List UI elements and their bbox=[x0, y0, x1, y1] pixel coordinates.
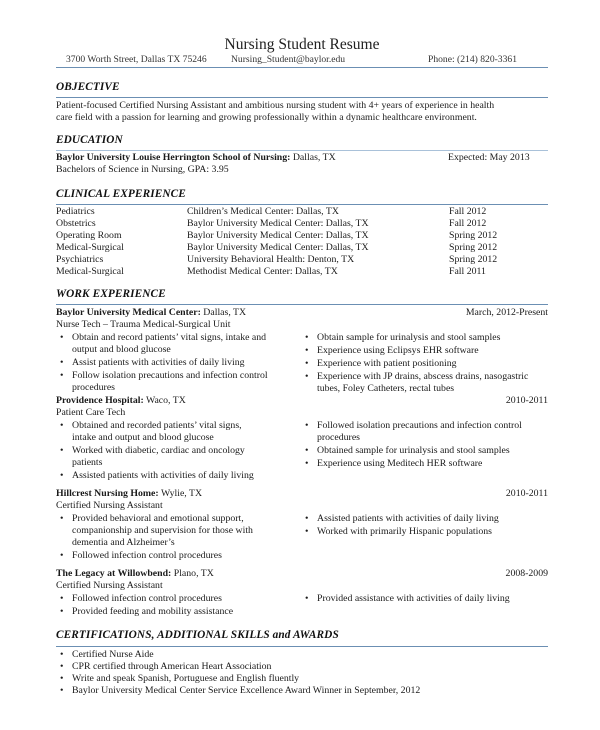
job-header-row bbox=[56, 568, 548, 580]
job-dates: 2010-2011 bbox=[505, 488, 548, 499]
clinical-term: Spring 2012 bbox=[449, 241, 498, 253]
job-dates: 2010-2011 bbox=[505, 395, 548, 406]
job-bullet-text: Obtained and recorded patients’ vital signs, bbox=[72, 420, 242, 431]
bullet-icon: • bbox=[60, 550, 64, 561]
clinical-row bbox=[56, 218, 548, 230]
job-bullet-item bbox=[301, 420, 551, 444]
clinical-area: Psychiatrics bbox=[56, 253, 104, 265]
job-role bbox=[56, 500, 548, 512]
clinical-area: Obstetrics bbox=[56, 217, 96, 229]
job-role bbox=[56, 407, 548, 419]
job-header-row bbox=[56, 395, 548, 407]
clinical-area: Operating Room bbox=[56, 229, 122, 241]
job-bullet-item bbox=[56, 513, 309, 549]
job-bullet-text: Assisted patients with activities of daily living bbox=[317, 513, 499, 524]
bullet-icon: • bbox=[60, 661, 64, 672]
job-role-text: Certified Nursing Assistant bbox=[56, 500, 163, 511]
clinical-area: Pediatrics bbox=[56, 206, 95, 217]
bullet-icon: • bbox=[60, 513, 64, 524]
phone: Phone: (214) 820-3361 bbox=[428, 54, 517, 65]
resume-title: Nursing Student Resume bbox=[224, 36, 380, 53]
job-bullet-text: Provided assistance with activities of daily living bbox=[317, 593, 510, 604]
job-employer: The Legacy at Willowbend: bbox=[56, 568, 172, 579]
job-bullet-text: Experience using Eclipsys EHR software bbox=[317, 345, 479, 356]
job-bullet-item bbox=[301, 345, 551, 357]
certifications-divider bbox=[56, 646, 548, 647]
school-name: Baylor University Louise Herrington School of Nursing: bbox=[56, 152, 291, 163]
certification-item bbox=[56, 673, 548, 685]
job-role bbox=[56, 580, 548, 592]
bullet-icon: • bbox=[60, 649, 64, 660]
clinical-site: University Behavioral Health: Denton, TX bbox=[187, 253, 355, 265]
education-heading: EDUCATION bbox=[56, 134, 123, 146]
bullet-icon: • bbox=[60, 357, 64, 368]
bullet-icon: • bbox=[305, 526, 309, 537]
job-bullet-item bbox=[301, 593, 551, 605]
job-role-text: Patient Care Tech bbox=[56, 407, 126, 418]
education-date: Expected: May 2013 bbox=[448, 152, 530, 163]
job-bullet-text: patients bbox=[72, 457, 103, 468]
job-entry bbox=[56, 307, 246, 319]
bullet-icon: • bbox=[60, 445, 64, 456]
education-divider bbox=[56, 150, 548, 151]
clinical-row bbox=[56, 230, 548, 242]
job-bullet-item bbox=[56, 445, 309, 469]
job-bullet-item bbox=[56, 470, 306, 482]
job-bullet-text: Experience with patient positioning bbox=[317, 358, 457, 369]
work-heading: WORK EXPERIENCE bbox=[56, 288, 166, 300]
certification-text: Certified Nurse Aide bbox=[72, 649, 154, 660]
job-bullet-text: Followed infection control procedures bbox=[72, 550, 222, 561]
clinical-row bbox=[56, 206, 548, 218]
bullet-icon: • bbox=[305, 593, 309, 604]
job-bullet-text: procedures bbox=[72, 382, 115, 393]
certification-text: Baylor University Medical Center Service Excellence Award Winner in September, 2012 bbox=[72, 685, 421, 696]
job-role-text: Nurse Tech – Trauma Medical-Surgical Unit bbox=[56, 319, 231, 330]
education-degree-row bbox=[56, 164, 548, 176]
clinical-row bbox=[56, 254, 548, 266]
job-bullet-text: procedures bbox=[317, 432, 360, 443]
bullet-icon: • bbox=[60, 673, 64, 684]
job-bullet-text: Assisted patients with activities of daily living bbox=[72, 470, 254, 481]
clinical-site: Methodist Medical Center: Dallas, TX bbox=[187, 265, 338, 277]
job-role bbox=[56, 319, 548, 331]
clinical-heading: CLINICAL EXPERIENCE bbox=[56, 188, 186, 200]
job-bullet-text: dementia and Alzheimer’s bbox=[72, 537, 175, 548]
job-employer: Hillcrest Nursing Home: bbox=[56, 488, 159, 499]
job-bullet-text: Experience using Meditech HER software bbox=[317, 458, 483, 469]
job-bullet-text: output and blood glucose bbox=[72, 344, 171, 355]
certification-item bbox=[56, 661, 548, 673]
job-header-row bbox=[56, 488, 548, 500]
bullet-icon: • bbox=[305, 420, 309, 431]
job-bullet-item bbox=[301, 445, 551, 457]
job-bullet-item bbox=[301, 358, 551, 370]
job-location: Plano, TX bbox=[171, 568, 214, 579]
bullet-icon: • bbox=[305, 345, 309, 356]
job-entry bbox=[56, 568, 214, 580]
job-employer: Providence Hospital: bbox=[56, 395, 144, 406]
job-bullet-text: Provided feeding and mobility assistance bbox=[72, 606, 234, 617]
clinical-term: Fall 2012 bbox=[449, 206, 487, 217]
clinical-site: Baylor University Medical Center: Dallas, TX bbox=[187, 241, 369, 253]
job-bullet-item bbox=[301, 371, 551, 395]
job-employer: Baylor University Medical Center: bbox=[56, 307, 201, 318]
clinical-site: Children’s Medical Center: Dallas, TX bbox=[187, 206, 339, 217]
certifications-heading: CERTIFICATIONS, ADDITIONAL SKILLS and AWARDS bbox=[56, 629, 339, 641]
job-bullet-item bbox=[301, 526, 551, 538]
bullet-icon: • bbox=[60, 420, 64, 431]
clinical-site: Baylor University Medical Center: Dallas, TX bbox=[187, 217, 369, 229]
job-dates: March, 2012-Present bbox=[465, 307, 548, 318]
clinical-area: Medical-Surgical bbox=[56, 241, 124, 253]
job-bullet-text: tubes, Foley Catheters, rectal tubes bbox=[317, 383, 455, 394]
certification-item bbox=[56, 685, 548, 697]
job-location: Wylie, TX bbox=[158, 488, 203, 499]
bullet-icon: • bbox=[60, 606, 64, 617]
clinical-term: Fall 2012 bbox=[449, 217, 487, 229]
bullet-icon: • bbox=[305, 358, 309, 369]
bullet-icon: • bbox=[305, 371, 309, 382]
bullet-icon: • bbox=[305, 458, 309, 469]
job-dates: 2008-2009 bbox=[505, 568, 548, 579]
job-bullet-item bbox=[56, 420, 309, 444]
job-bullet-item bbox=[301, 332, 551, 344]
objective-heading: OBJECTIVE bbox=[56, 81, 120, 93]
job-location: Waco, TX bbox=[143, 395, 186, 406]
clinical-area: Medical-Surgical bbox=[56, 265, 124, 277]
address: 3700 Worth Street, Dallas TX 75246 bbox=[66, 54, 207, 65]
bullet-icon: • bbox=[305, 445, 309, 456]
job-bullet-item bbox=[56, 606, 306, 618]
school-entry bbox=[56, 152, 336, 164]
job-bullet-text: Followed infection control procedures bbox=[72, 593, 222, 604]
work-divider bbox=[56, 304, 548, 305]
job-bullet-item bbox=[301, 458, 551, 470]
education-school-row bbox=[56, 152, 548, 164]
clinical-term: Spring 2012 bbox=[449, 253, 498, 265]
bullet-icon: • bbox=[305, 332, 309, 343]
bullet-icon: • bbox=[60, 332, 64, 343]
certification-text: Write and speak Spanish, Portuguese and English fluently bbox=[72, 673, 300, 684]
job-bullet-text: Obtain and record patients’ vital signs, intake and bbox=[72, 332, 267, 343]
job-entry bbox=[56, 395, 186, 407]
bullet-icon: • bbox=[60, 470, 64, 481]
job-role-text: Certified Nursing Assistant bbox=[56, 580, 163, 591]
job-bullet-text: companionship and supervision for those with bbox=[72, 525, 253, 536]
objective-line-1: Patient-focused Certified Nursing Assistant and ambitious nursing student with 4+ years of experience in health bbox=[56, 100, 495, 111]
clinical-term: Fall 2011 bbox=[449, 265, 486, 277]
job-bullet-item bbox=[56, 550, 306, 562]
objective-line-2: care field with a passion for learning and growing professionally within a dynamic healthcare environment. bbox=[56, 112, 477, 123]
bullet-icon: • bbox=[60, 593, 64, 604]
job-bullet-text: Worked with diabetic, cardiac and oncology bbox=[72, 445, 245, 456]
job-bullet-item bbox=[56, 332, 309, 356]
job-bullet-item bbox=[56, 357, 309, 369]
job-bullet-text: Follow isolation precautions and infection control bbox=[72, 370, 268, 381]
job-location: Dallas, TX bbox=[200, 307, 247, 318]
job-bullet-text: Experience with JP drains, abscess drains, nasogastric bbox=[317, 371, 529, 382]
school-location: Dallas, TX bbox=[290, 152, 336, 163]
job-header-row bbox=[56, 307, 548, 319]
clinical-site: Baylor University Medical Center: Dallas, TX bbox=[187, 229, 369, 241]
bullet-icon: • bbox=[60, 685, 64, 696]
certification-text: CPR certified through American Heart Association bbox=[72, 661, 272, 672]
job-bullet-text: Obtained sample for urinalysis and stool samples bbox=[317, 445, 510, 456]
job-bullet-item bbox=[56, 370, 309, 394]
job-bullet-text: intake and output and blood glucose bbox=[72, 432, 214, 443]
job-bullet-text: Assist patients with activities of daily living bbox=[72, 357, 245, 368]
job-bullet-text: Provided behavioral and emotional support, bbox=[72, 513, 244, 524]
job-bullet-text: Worked with primarily Hispanic populations bbox=[317, 526, 492, 537]
clinical-term: Spring 2012 bbox=[449, 229, 498, 241]
objective-divider bbox=[56, 97, 548, 98]
email: Nursing_Student@baylor.edu bbox=[231, 54, 346, 65]
degree: Bachelors of Science in Nursing, GPA: 3.95 bbox=[56, 164, 229, 175]
job-bullet-text: Followed isolation precautions and infection control bbox=[317, 420, 522, 431]
job-bullet-item bbox=[301, 513, 551, 525]
header-divider bbox=[56, 67, 548, 68]
certification-item bbox=[56, 649, 548, 661]
clinical-row bbox=[56, 242, 548, 254]
bullet-icon: • bbox=[60, 370, 64, 381]
clinical-row bbox=[56, 266, 548, 278]
job-bullet-text: Obtain sample for urinalysis and stool samples bbox=[317, 332, 501, 343]
clinical-divider bbox=[56, 204, 548, 205]
job-bullet-item bbox=[56, 593, 309, 605]
bullet-icon: • bbox=[305, 513, 309, 524]
job-entry bbox=[56, 488, 202, 500]
